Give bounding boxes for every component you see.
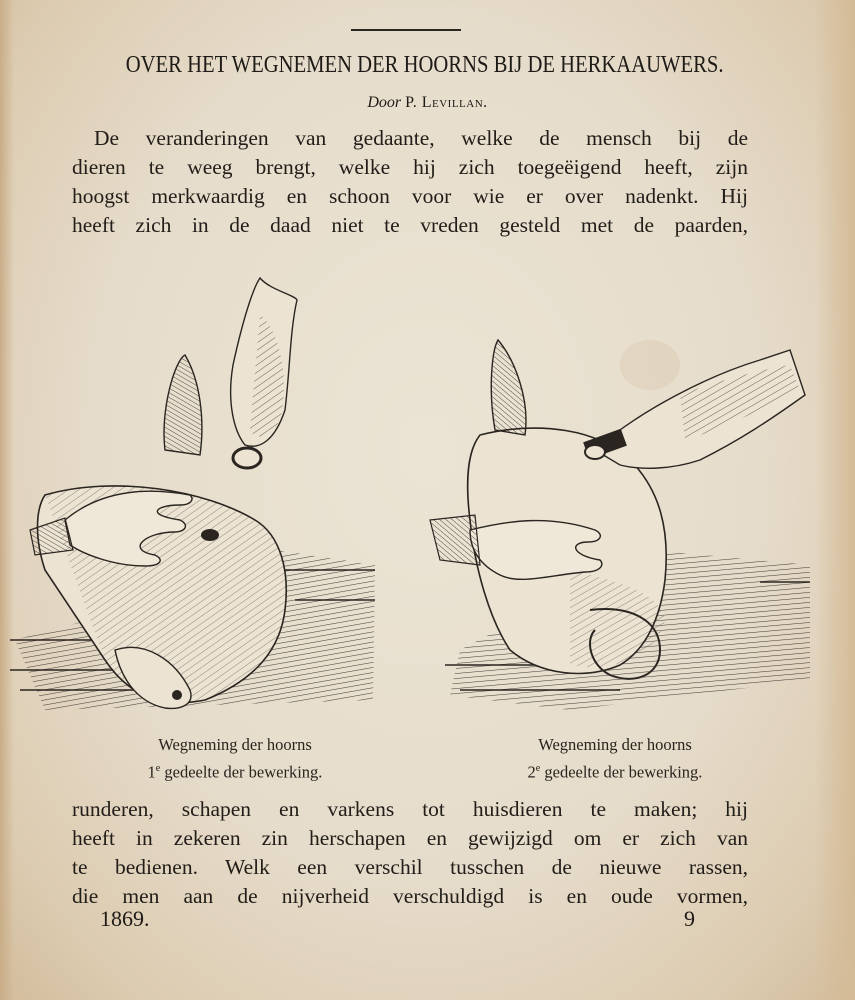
- caption-line-2: [480, 757, 750, 785]
- horn-stub: [233, 448, 261, 468]
- paragraph-1: [72, 124, 748, 240]
- animal-ear: [491, 340, 526, 435]
- caption-line-1: Wegneming der hoorns: [158, 735, 312, 754]
- text-line: De veranderingen van gedaante, welke de mensch bij de: [94, 126, 748, 150]
- text-line: dieren te weeg brengt, welke hij zich toegeëigend heeft, zijn: [72, 155, 748, 179]
- animal-eye: [201, 529, 219, 541]
- caption-superscript: e: [535, 763, 541, 774]
- horn-stub: [585, 445, 605, 459]
- text-line: heeft in zekeren zin herschapen en gewijzigd om er zich van: [72, 826, 748, 850]
- caption-step-number: 1: [147, 762, 156, 782]
- footer-year: 1869.: [100, 906, 150, 931]
- text-line: heeft zich in de daad niet te vreden gesteld met de paarden,: [72, 213, 748, 237]
- paragraph-2: [72, 795, 748, 911]
- figure-2-caption: [480, 733, 750, 785]
- caption-superscript: e: [155, 763, 161, 774]
- byline-author: P. Levillan.: [405, 94, 488, 111]
- text-line: hoogst merkwaardig en schoon voor wie er over nadenkt. Hij: [72, 184, 748, 208]
- text-line: die men aan de nijverheid verschuldigd is en oude vormen,: [72, 884, 748, 908]
- section-divider-rule: [351, 29, 461, 31]
- figure-1-caption: [100, 733, 370, 785]
- caption-line-2: [100, 757, 370, 785]
- text-line: te bedienen. Welk een verschil tusschen de nieuwe rassen,: [72, 855, 748, 879]
- page-number: 9: [684, 906, 695, 931]
- figure-2-engraving: [420, 320, 825, 715]
- text-line: runderen, schapen en varkens tot huisdieren te maken; hij: [72, 797, 748, 821]
- sleeve-cuff: [430, 515, 480, 565]
- caption-step-number: 2: [527, 762, 536, 782]
- caption-text: gedeelte der bewerking.: [160, 762, 323, 782]
- byline: [0, 94, 855, 112]
- caption-text: gedeelte der bewerking.: [540, 762, 703, 782]
- article-title: OVER HET WEGNEMEN DER HOORNS BIJ DE HERKAAUWERS.: [125, 52, 724, 78]
- sleeve-cuff: [30, 518, 73, 555]
- caption-line-1: Wegneming der hoorns: [538, 735, 692, 754]
- figure-1-engraving: [5, 270, 380, 720]
- animal-ear: [164, 355, 202, 455]
- byline-prefix: Door: [367, 94, 402, 111]
